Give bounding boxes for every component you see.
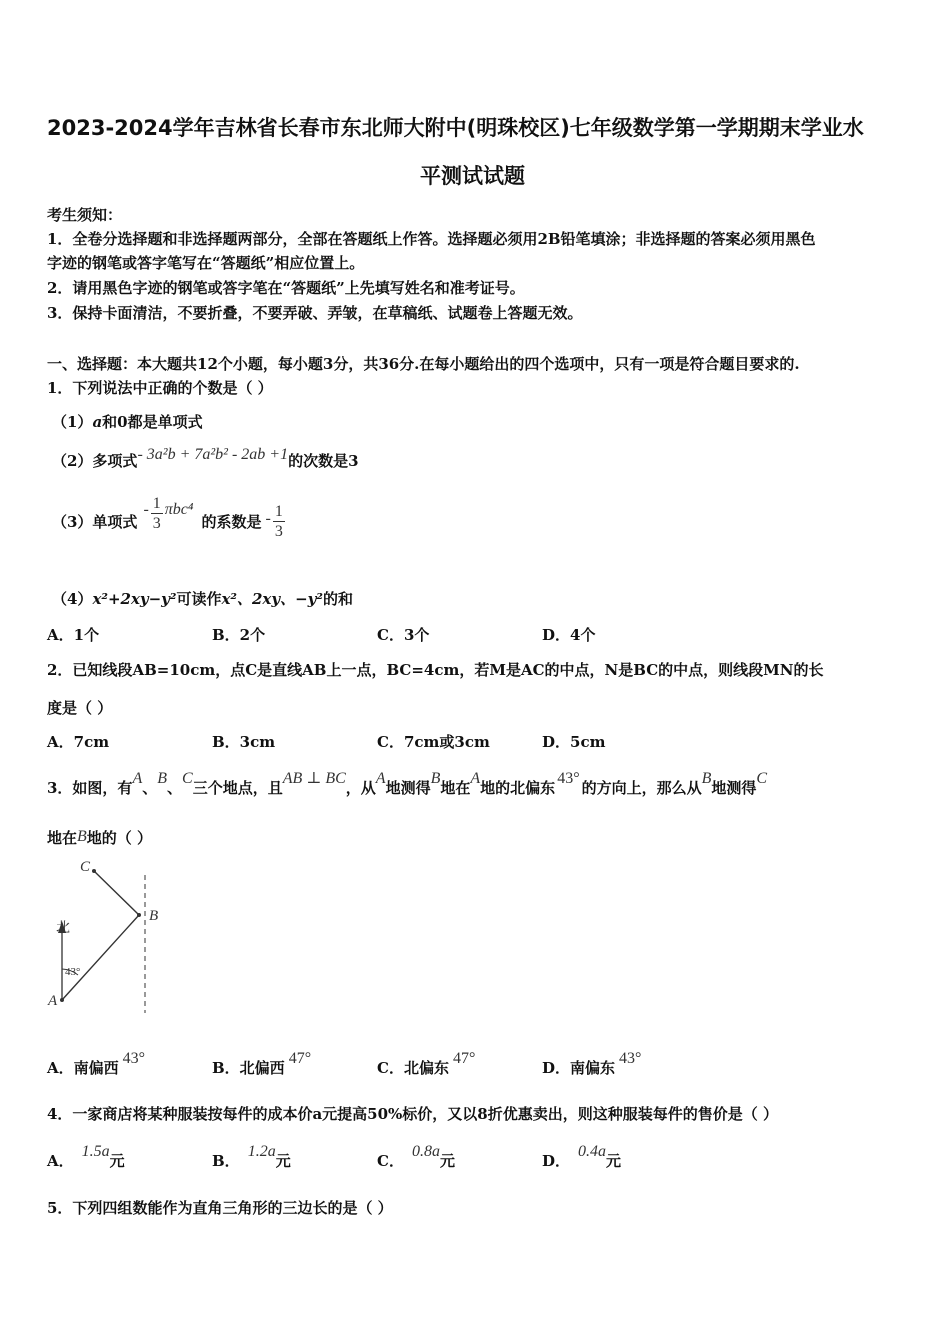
q4-option-d[interactable]: D．0.4a元 [542,1143,622,1170]
q1-statement-4: （4）x²+2xy−y²可读作x²、2xy、−y²的和 [52,590,353,608]
q3-option-a[interactable]: A．南偏西43° [47,1050,146,1077]
point-c [92,869,96,873]
north-label: 北 [56,921,70,936]
q5-stem: 5．下列四组数能作为直角三角形的三边长的是（ ） [47,1199,393,1217]
fraction-answer: $\frac{1}{3}$ [274,503,283,540]
polynomial-expression: - 3a²b + 7a²b² - 2ab +1 [137,446,289,463]
notice-item-3: 3．保持卡面清洁，不要折叠，不要弄破、弄皱，在草稿纸、试题卷上答题无效。 [47,304,583,322]
q3-stem-line-2: 地在B地的（ ） [47,828,153,847]
point-b [137,913,141,917]
q4-option-a[interactable]: A．1.5a元 [47,1143,125,1170]
notice-item-2: 2．请用黑色字迹的钢笔或答字笔在“答题纸”上先填写姓名和准考证号。 [47,279,525,297]
q4-option-b[interactable]: B．1.2a元 [212,1143,291,1170]
segment-bc [94,871,139,915]
q2-option-b[interactable]: B．3cm [212,733,276,751]
notice-item-1-cont: 字迹的钢笔或答字笔写在“答题纸”相应位置上。 [47,254,365,272]
q1-option-b[interactable]: B．2个 [212,626,266,644]
q3-figure-diagram [44,855,174,1020]
q1-option-a[interactable]: A．1个 [47,626,100,644]
q1-stem: 1．下列说法中正确的个数是（ ） [47,379,273,397]
angle-label: 43° [65,966,81,978]
q2-stem-line-1: 2．已知线段AB=10cm，点C是直线AB上一点，BC=4cm，若M是AC的中点，N是BC的中点，则线段MN的长 [47,661,824,679]
section-1-header: 一、选择题：本大题共12个小题，每小题3分，共36分.在每小题给出的四个选项中，只有一项是符合题目要求的. [47,355,800,373]
q4-option-c[interactable]: C．0.8a元 [377,1143,455,1170]
label-a: A [48,993,58,1009]
notice-header: 考生须知： [47,206,123,224]
q3-option-b[interactable]: B．北偏西47° [212,1050,312,1077]
label-c: C [80,859,91,875]
label-b: B [149,908,159,924]
q1-statement-2: （2）多项式- 3a²b + 7a²b² - 2ab +1的次数是3 [52,446,359,470]
q1-statement-3: （3）单项式 - $\frac{1}{3}$ πbc⁴ 的系数是 - $\frac{1}{3}$ [52,495,283,540]
fraction-one-third: $\frac{1}{3}$ [152,495,161,532]
q2-option-c[interactable]: C．7cm或3cm [377,733,490,751]
q3-option-d[interactable]: D．南偏东43° [542,1050,642,1077]
q1-option-c[interactable]: C．3个 [377,626,430,644]
q1-option-d[interactable]: D．4个 [542,626,596,644]
page-title-line-2: 平测试试题 [420,164,525,188]
q3-option-c[interactable]: C．北偏东47° [377,1050,476,1077]
q4-stem: 4．一家商店将某种服装按每件的成本价a元提高50%标价，又以8折优惠卖出，则这种服装每件的售价是（ ） [47,1105,778,1123]
q3-stem-line-1: 3．如图，有A、B、C三个地点，且AB ⊥ BC，从A地测得B地在A地的北偏东43°的方向上，那么从B地测得C [47,770,768,797]
point-a [60,998,64,1002]
segment-ab [62,915,139,1000]
notice-item-1: 1．全卷分选择题和非选择题两部分，全部在答题纸上作答。选择题必须用2B铅笔填涂；非选择题的答案必须用黑色 [47,230,816,248]
q2-option-d[interactable]: D．5cm [542,733,606,751]
monomial-term: πbc⁴ [164,500,194,518]
q2-stem-line-2: 度是（ ） [47,699,113,717]
q1-statement-1: （1）a和0都是单项式 [52,413,203,431]
q2-option-a[interactable]: A．7cm [47,733,110,751]
page-title-line-1: 2023-2024学年吉林省长春市东北师大附中(明珠校区)七年级数学第一学期期末学业水 [47,116,864,140]
